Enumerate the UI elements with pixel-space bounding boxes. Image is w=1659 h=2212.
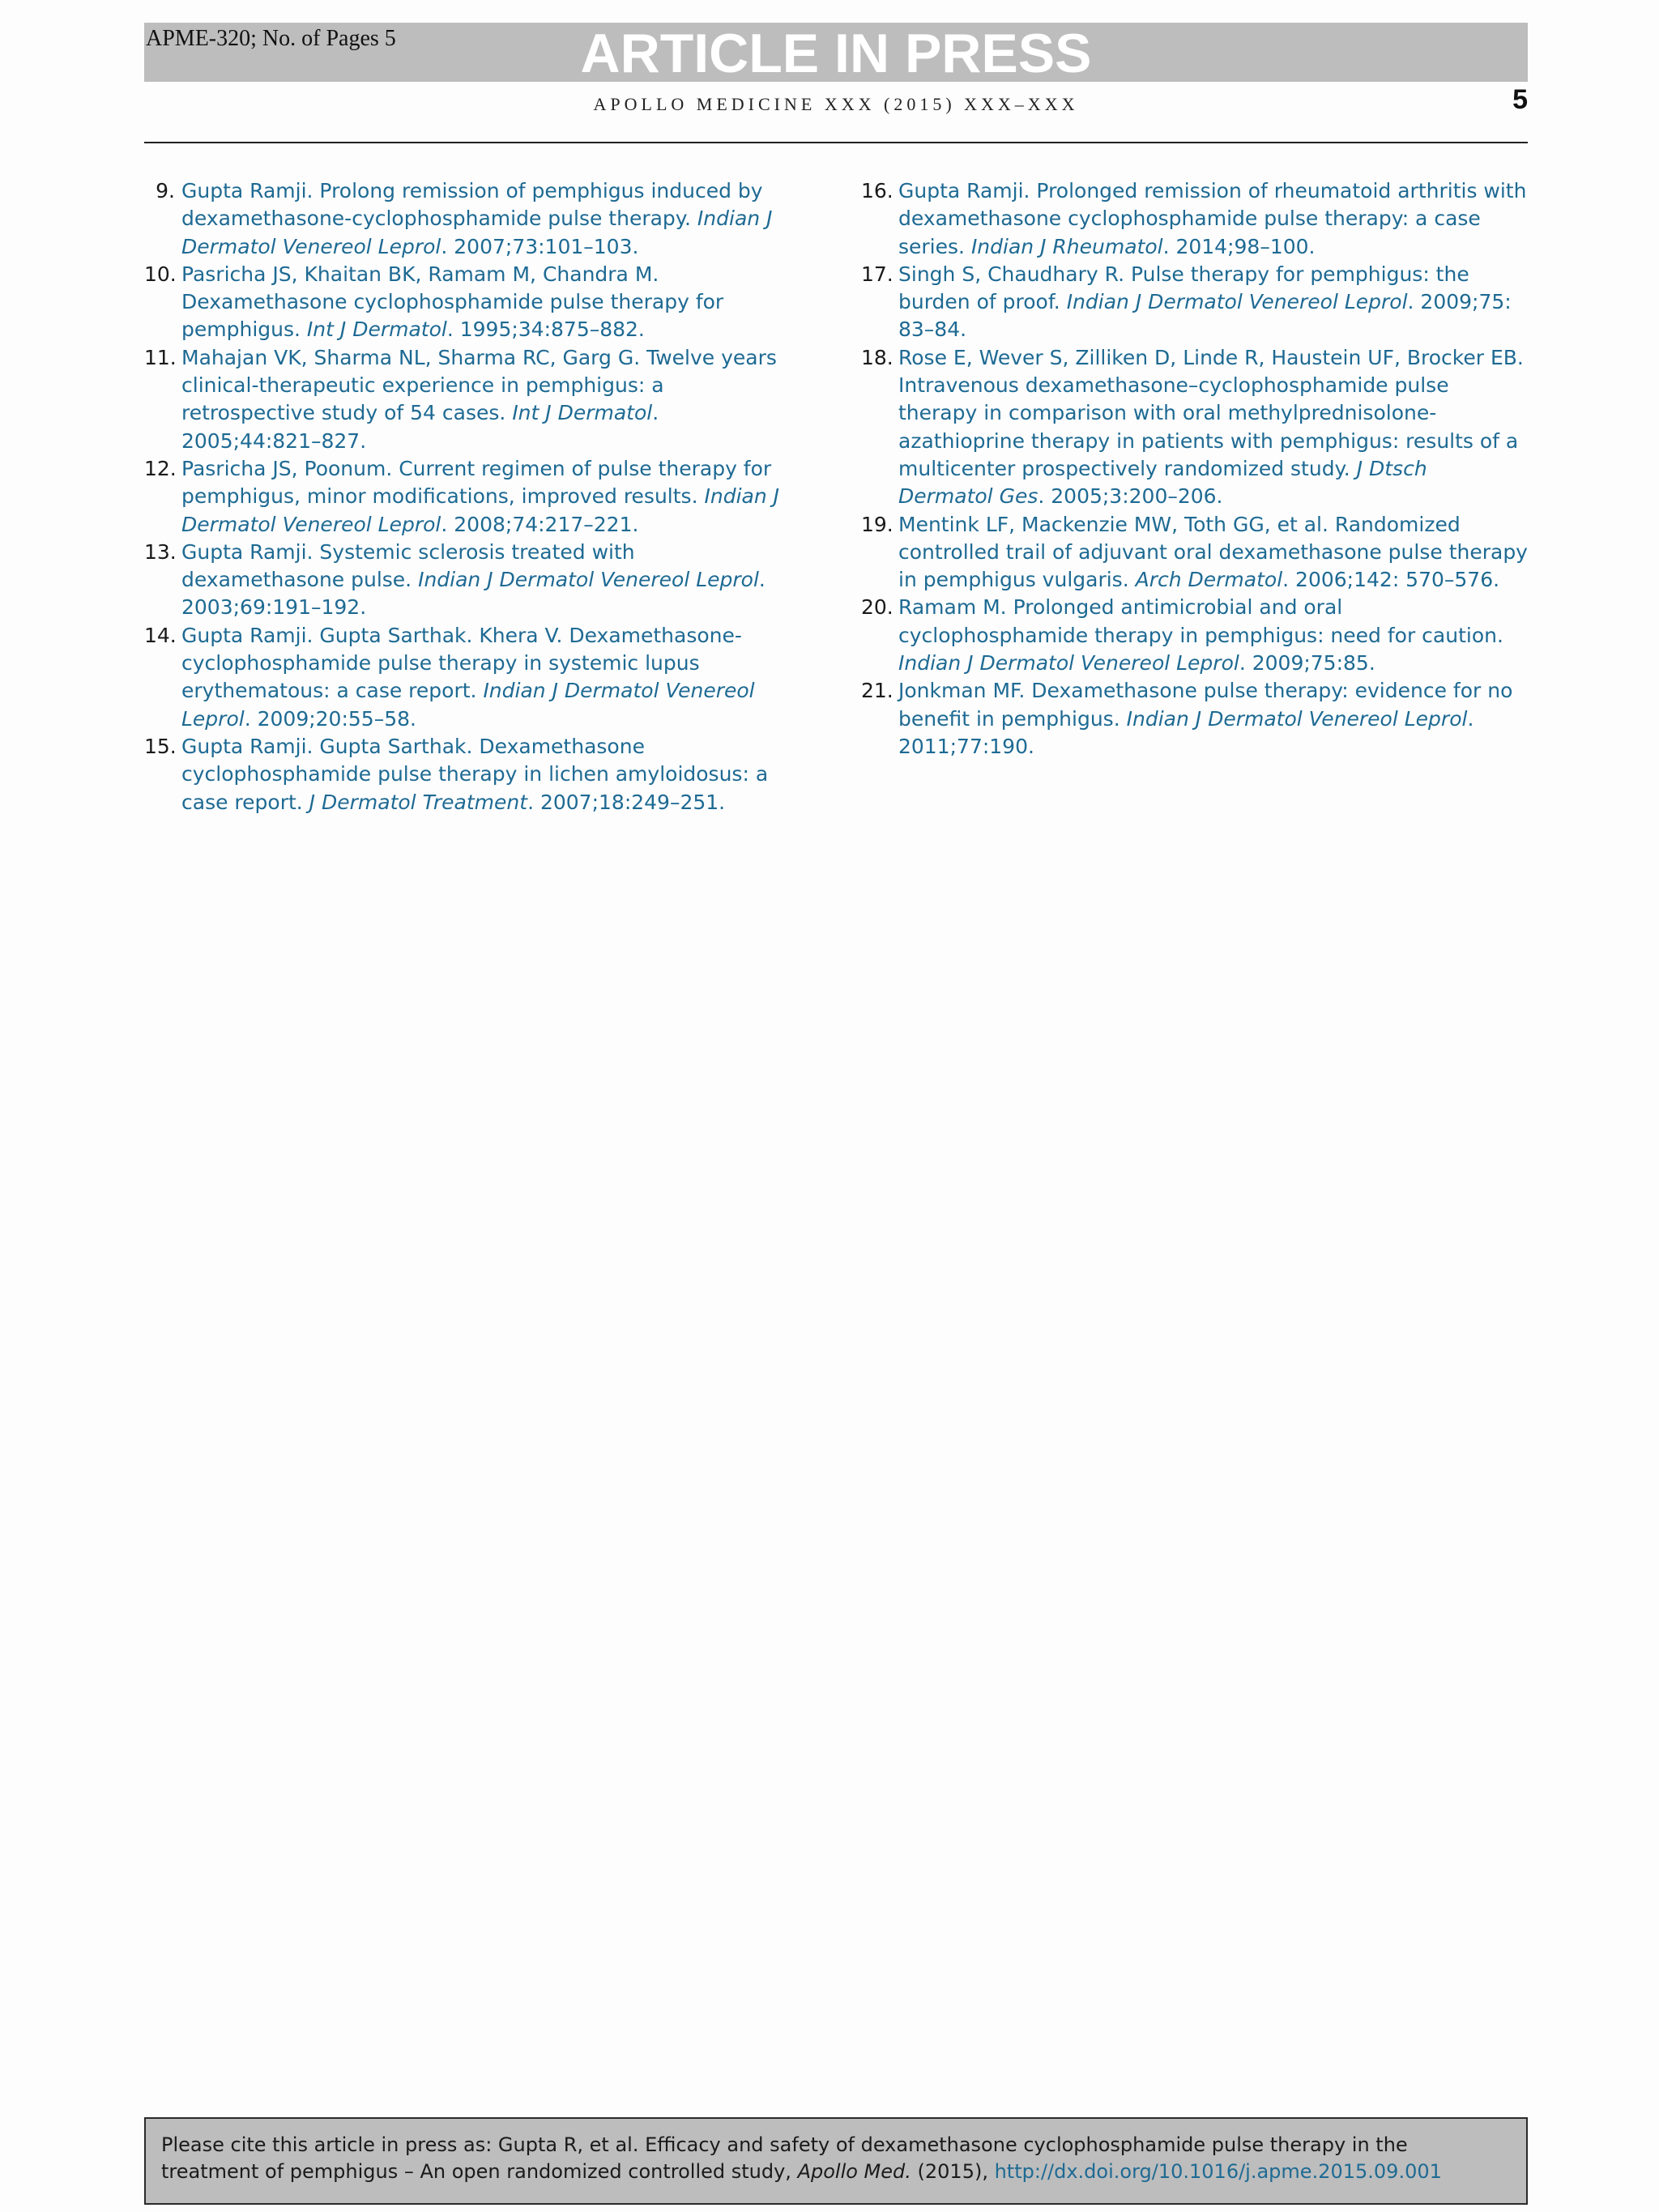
- reference-details[interactable]: . 2006;142: 570–576.: [1282, 568, 1500, 592]
- reference-number: 19.: [861, 512, 893, 536]
- citation-box: [144, 2117, 1528, 2205]
- reference-journal[interactable]: Arch Dermatol: [1135, 568, 1283, 592]
- reference-text[interactable]: Singh S, Chaudhary R. Pulse therapy for pemphigus: the burden of proof.: [898, 262, 1469, 314]
- reference-item[interactable]: [144, 622, 792, 733]
- reference-item[interactable]: [861, 344, 1528, 511]
- reference-journal[interactable]: Indian J Dermatol Venereol Leprol: [418, 568, 759, 592]
- citation-text: [161, 2132, 1511, 2185]
- reference-number: 10.: [144, 262, 177, 286]
- reference-text[interactable]: Rose E, Wever S, Zilliken D, Linde R, Haustein UF, Brocker EB. Intravenous dexamethasone–cyclophosphamide pulse therapy in comparison with oral methylprednisolone-azathioprine therapy in patients with pemphigus: results of a multicenter prospectively randomized study.: [898, 345, 1524, 480]
- reference-details[interactable]: . 2008;74:217–221.: [441, 512, 639, 536]
- reference-number: 12.: [144, 456, 177, 480]
- reference-journal[interactable]: Int J Dermatol: [306, 318, 447, 342]
- reference-details[interactable]: . 2009;20:55–58.: [244, 706, 416, 731]
- article-in-press-label: ARTICLE IN PRESS: [580, 23, 1092, 84]
- reference-item[interactable]: [861, 511, 1528, 595]
- reference-text[interactable]: Gupta Ramji. Gupta Sarthak. Khera V. Dexamethasone-cyclophosphamide pulse therapy in systemic lupus erythematous: a case report.: [181, 623, 742, 703]
- reference-text[interactable]: Gupta Ramji. Gupta Sarthak. Dexamethasone cyclophosphamide pulse therapy in lichen amyloidosus: a case report.: [181, 734, 769, 814]
- reference-details[interactable]: . 2014;98–100.: [1162, 234, 1316, 258]
- reference-item[interactable]: [861, 177, 1528, 261]
- reference-journal[interactable]: J Dtsch Dermatol Ges: [898, 456, 1427, 509]
- citation-year: (2015),: [911, 2160, 995, 2183]
- reference-number: 9.: [156, 179, 175, 202]
- reference-text[interactable]: Gupta Ramji. Prolong remission of pemphigus induced by dexamethasone-cyclophosphamide pulse therapy.: [181, 179, 763, 231]
- references-right-column: [861, 177, 1528, 761]
- reference-journal[interactable]: Indian J Dermatol Venereol Leprol: [1126, 706, 1468, 731]
- reference-details[interactable]: . 1995;34:875–882.: [446, 318, 645, 342]
- reference-item[interactable]: [861, 677, 1528, 761]
- reference-text[interactable]: Pasricha JS, Poonum. Current regimen of pulse therapy for pemphigus, minor modifications, improved results.: [181, 456, 772, 509]
- reference-number: 18.: [861, 345, 893, 369]
- reference-item[interactable]: [144, 261, 792, 344]
- reference-number: 21.: [861, 679, 893, 703]
- reference-details[interactable]: . 2003;69:191–192.: [181, 568, 766, 620]
- reference-number: 11.: [144, 345, 177, 369]
- reference-journal[interactable]: Indian J Dermatol Venereol Leprol: [181, 207, 773, 258]
- reference-item[interactable]: [144, 344, 792, 455]
- reference-text[interactable]: Gupta Ramji. Systemic sclerosis treated with dexamethasone pulse.: [181, 539, 635, 592]
- journal-running-head: APOLLO MEDICINE XXX (2015) XXX–XXX: [593, 94, 1079, 114]
- reference-journal[interactable]: Indian J Dermatol Venereol Leprol: [1066, 290, 1408, 314]
- citation-journal: Apollo Med.: [797, 2160, 911, 2183]
- reference-item[interactable]: [861, 261, 1528, 344]
- reference-details[interactable]: . 2005;3:200–206.: [1038, 484, 1223, 509]
- reference-text[interactable]: Mentink LF, Mackenzie MW, Toth GG, et al. Randomized controlled trail of adjuvant oral dexamethasone pulse therapy in pemphigus vulgaris.: [898, 512, 1528, 592]
- reference-item[interactable]: [144, 177, 792, 261]
- reference-text[interactable]: Mahajan VK, Sharma NL, Sharma RC, Garg G. Twelve years clinical-therapeutic experience in pemphigus: a retrospective study of 54 cases.: [181, 345, 777, 425]
- reference-details[interactable]: . 2009;75: 83–84.: [898, 290, 1512, 342]
- reference-item[interactable]: [144, 455, 792, 539]
- page-number: 5: [1512, 84, 1528, 115]
- reference-details[interactable]: . 2007;73:101–103.: [441, 234, 639, 258]
- citation-prefix: Please cite this article in press as: Gupta R, et al. Efficacy and safety of dexamethasone cyclophosphamide pulse therapy in the treatment of pemphigus – An open randomized controlled study,: [161, 2133, 1408, 2183]
- reference-details[interactable]: . 2009;75:85.: [1239, 651, 1375, 676]
- manuscript-info: APME-320; No. of Pages 5: [146, 26, 396, 51]
- reference-details[interactable]: . 2005;44:821–827.: [181, 401, 659, 453]
- reference-journal[interactable]: Indian J Dermatol Venereol Leprol: [181, 484, 780, 536]
- reference-number: 16.: [861, 179, 893, 202]
- reference-journal[interactable]: J Dermatol Treatment: [309, 790, 528, 814]
- reference-number: 20.: [861, 595, 893, 620]
- article-in-press-banner: [144, 23, 1528, 82]
- reference-text[interactable]: Jonkman MF. Dexamethasone pulse therapy: evidence for no benefit in pemphigus.: [898, 679, 1513, 731]
- reference-text[interactable]: Pasricha JS, Khaitan BK, Ramam M, Chandra M. Dexamethasone cyclophosphamide pulse therapy for pemphigus.: [181, 262, 724, 342]
- reference-details[interactable]: . 2007;18:249–251.: [527, 790, 726, 814]
- reference-number: 17.: [861, 262, 893, 286]
- reference-number: 14.: [144, 623, 177, 647]
- reference-journal[interactable]: Int J Dermatol: [512, 401, 653, 425]
- reference-item[interactable]: [861, 594, 1528, 677]
- reference-item[interactable]: [144, 539, 792, 622]
- reference-item[interactable]: [144, 733, 792, 816]
- reference-details[interactable]: . 2011;77:190.: [898, 706, 1474, 758]
- reference-journal[interactable]: Indian J Rheumatol: [970, 234, 1163, 258]
- doi-link[interactable]: http://dx.doi.org/10.1016/j.apme.2015.09.001: [994, 2160, 1442, 2183]
- reference-journal[interactable]: Indian J Dermatol Venereol Leprol: [898, 651, 1239, 676]
- header-divider: [144, 142, 1528, 143]
- reference-journal[interactable]: Indian J Dermatol Venereol Leprol: [181, 679, 755, 731]
- reference-text[interactable]: Gupta Ramji. Prolonged remission of rheumatoid arthritis with dexamethasone cyclophosphamide pulse therapy: a case series.: [898, 179, 1527, 258]
- reference-text[interactable]: Ramam M. Prolonged antimicrobial and oral cyclophosphamide therapy in pemphigus: need for caution.: [898, 595, 1503, 647]
- references-left-column: [144, 177, 792, 816]
- reference-number: 13.: [144, 539, 177, 564]
- reference-number: 15.: [144, 734, 177, 758]
